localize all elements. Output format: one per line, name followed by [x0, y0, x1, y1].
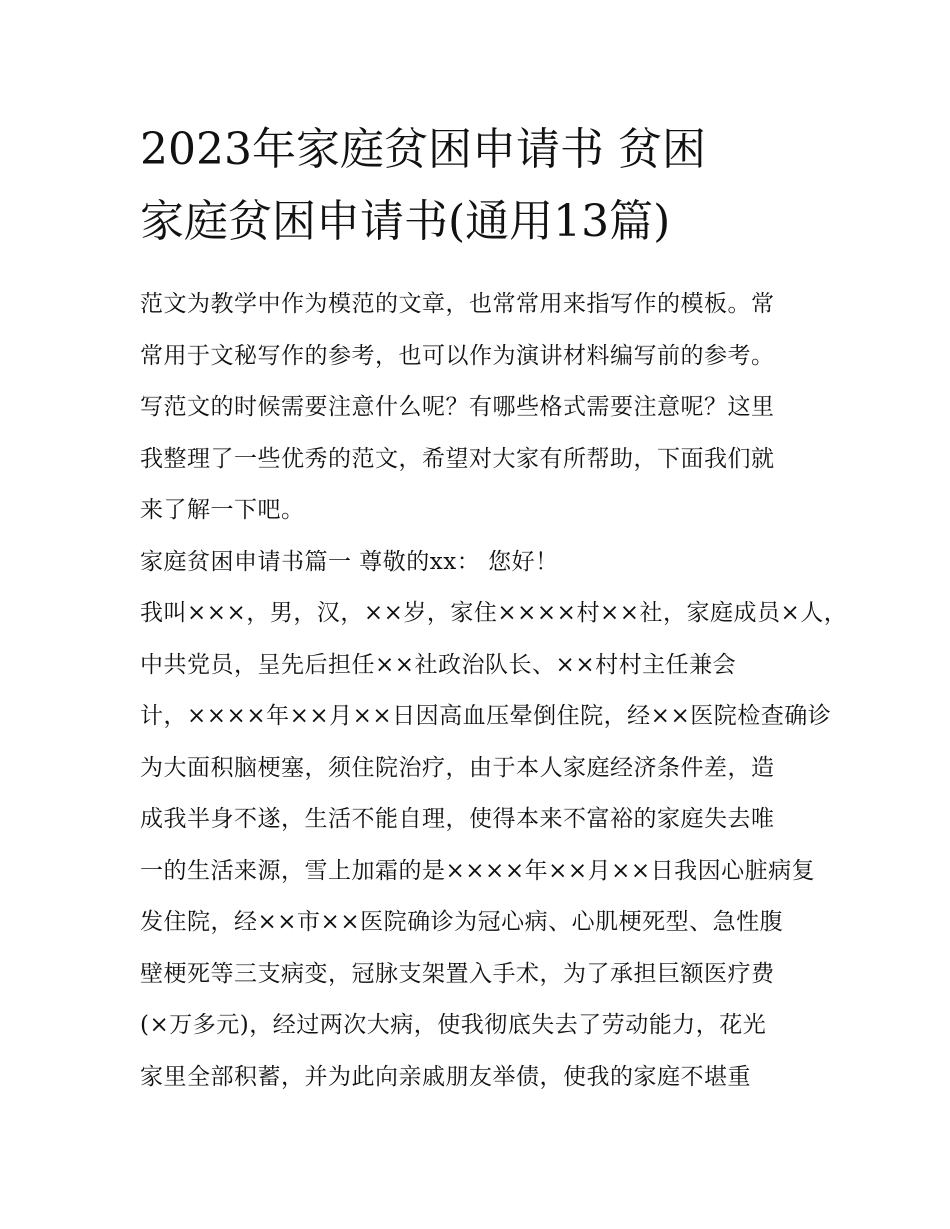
body-line: 为大面积脑梗塞，须住院治疗，由于本人家庭经济条件差，造	[140, 754, 775, 781]
body-line: 常用于文秘写作的参考，也可以作为演讲材料编写前的参考。	[140, 342, 775, 369]
body-line: 写范文的时候需要注意什么呢？有哪些格式需要注意呢？这里	[140, 394, 775, 420]
body-line: 一的生活来源，雪上加霜的是××××年××月××日我因心脏病复	[140, 857, 816, 884]
section-heading-line: 家庭贫困申请书篇一 尊敬的xx： 您好！	[140, 548, 559, 575]
body-line: 成我半身不遂，生活不能自理，使得本来不富裕的家庭失去唯	[140, 806, 775, 832]
body-line: 来了解一下吧。	[140, 497, 305, 523]
title-line-2: 家庭贫困申请书(通用13篇)	[140, 196, 671, 247]
document-title	[140, 114, 830, 258]
body-line: 我叫×××，男，汉，××岁，家住××××村××社，家庭成员×人，	[140, 600, 848, 626]
document-body	[140, 279, 848, 1103]
body-line: 壁梗死等三支病变，冠脉支架置入手术，为了承担巨额医疗费	[140, 960, 775, 987]
body-line: (×万多元)，经过两次大病，使我彻底失去了劳动能力，花光	[140, 1012, 767, 1038]
body-line: 中共党员，呈先后担任××社政治队长、××村村主任兼会	[140, 651, 737, 678]
body-line: 家里全部积蓄，并为此向亲戚朋友举债，使我的家庭不堪重	[140, 1063, 751, 1090]
body-line: 发住院，经××市××医院确诊为冠心病、心肌梗死型、急性腹	[140, 909, 784, 935]
title-line-1: 2023年家庭贫困申请书 贫困	[140, 124, 706, 175]
body-line: 计，××××年××月××日因高血压晕倒住院，经××医院检查确诊	[140, 703, 832, 729]
body-line: 我整理了一些优秀的范文，希望对大家有所帮助，下面我们就	[140, 445, 775, 472]
body-line: 范文为教学中作为模范的文章，也常常用来指写作的模板。常	[140, 291, 775, 317]
